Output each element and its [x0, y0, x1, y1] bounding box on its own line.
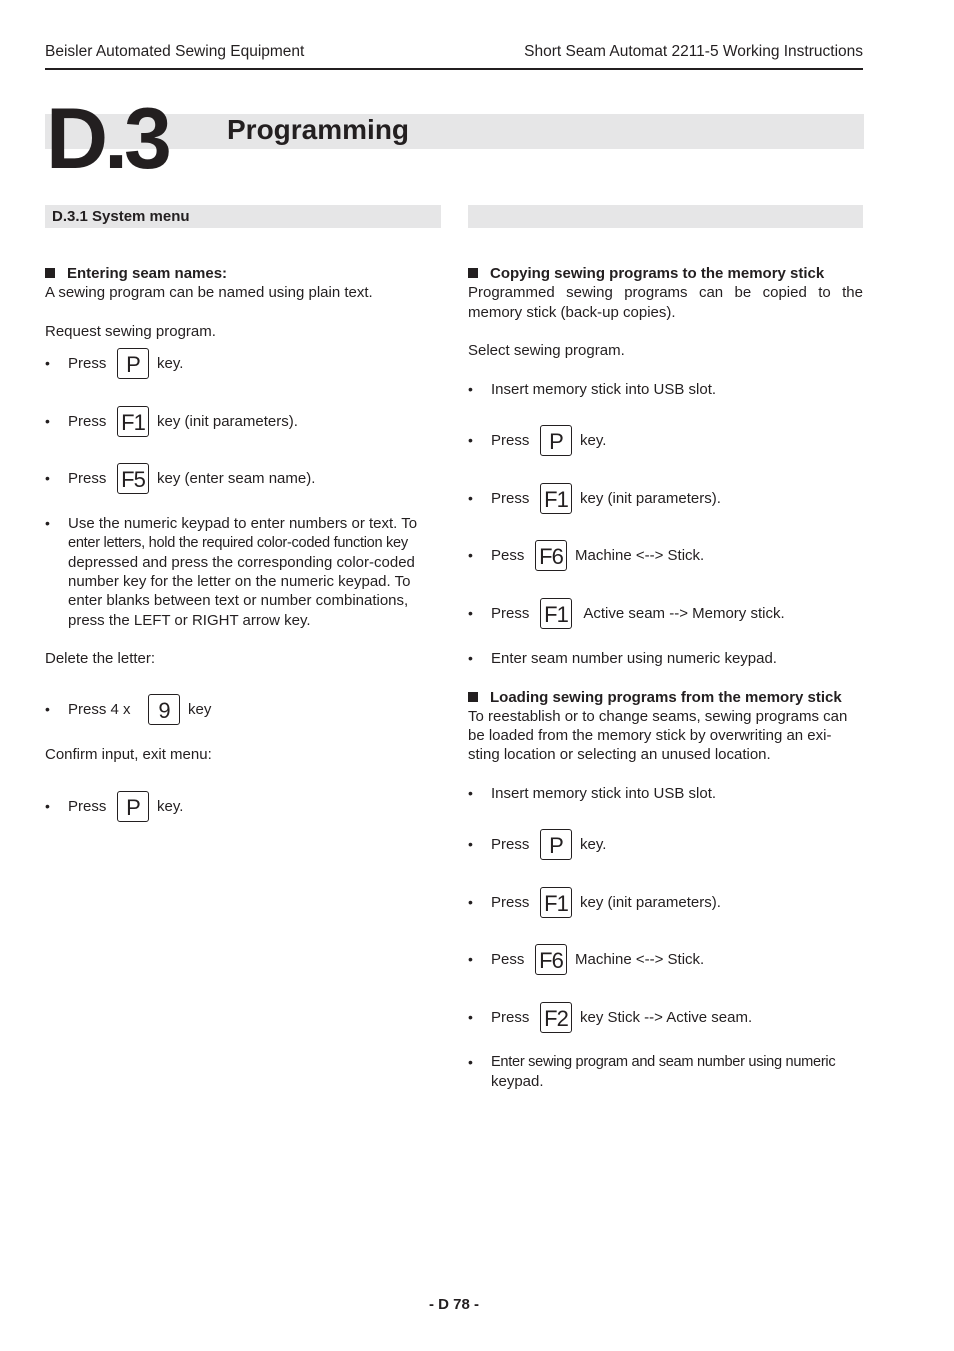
- delete-label: Delete the letter:: [45, 650, 156, 667]
- step-pre: Press: [491, 894, 530, 911]
- step-post: key (init parameters).: [157, 413, 298, 430]
- key-f2-icon: F2: [540, 1002, 572, 1033]
- bullet: •: [468, 1009, 473, 1025]
- bullet: •: [468, 432, 473, 448]
- step-post: key (init parameters).: [580, 894, 721, 911]
- load-insert: Insert memory stick into USB slot.: [491, 785, 717, 802]
- step-pre: Press: [491, 432, 530, 449]
- key-f1-icon: F1: [117, 406, 149, 437]
- step-pre: Pess: [491, 547, 525, 564]
- key-p-icon: P: [540, 425, 572, 456]
- bullet: •: [45, 470, 50, 486]
- bullet: •: [45, 515, 50, 531]
- bullet: •: [468, 490, 473, 506]
- load-enter-line: Enter sewing program and seam number using numeric: [491, 1054, 836, 1070]
- step-pre: Press: [491, 1009, 530, 1026]
- bullet: •: [468, 836, 473, 852]
- square-bullet-icon: [45, 268, 55, 278]
- step-post: key.: [157, 798, 184, 815]
- copy-heading: [468, 264, 824, 283]
- left-heading: [45, 264, 227, 283]
- chapter-number: D.3: [46, 91, 168, 187]
- key-p-icon: P: [540, 829, 572, 860]
- bullet: •: [45, 798, 50, 814]
- keypad-line: Use the numeric keypad to enter numbers or text. To: [68, 515, 418, 532]
- bullet: •: [468, 605, 473, 621]
- section-title: D.3.1 System menu: [52, 208, 190, 225]
- step-post: Machine <--> Stick.: [575, 547, 705, 564]
- load-intro-line: sting location or selecting an unused location.: [468, 746, 771, 763]
- left-request: Request sewing program.: [45, 323, 216, 340]
- keypad-line: enter letters, hold the required color-coded function key: [68, 534, 408, 551]
- square-bullet-icon: [468, 692, 478, 702]
- copy-insert: Insert memory stick into USB slot.: [491, 381, 717, 398]
- step-pre: Press: [68, 355, 107, 372]
- step-post: key (init parameters).: [580, 490, 721, 507]
- step-pre: Press: [491, 836, 530, 853]
- key-f6-icon: F6: [535, 540, 567, 571]
- step-post: key.: [157, 355, 184, 372]
- bullet: •: [468, 1054, 473, 1070]
- load-enter-line: keypad.: [491, 1073, 544, 1090]
- step-pre: Press 4 x: [68, 701, 131, 718]
- key-f5-icon: F5: [117, 463, 149, 494]
- bullet: •: [468, 650, 473, 666]
- copy-intro-line: Programmed sewing programs can be copied to the: [468, 284, 863, 301]
- load-intro-line: To reestablish or to change seams, sewing programs can: [468, 708, 848, 725]
- step-post: key: [188, 701, 212, 718]
- bullet: •: [45, 701, 50, 717]
- key-f1-icon: F1: [540, 483, 572, 514]
- bullet: •: [45, 413, 50, 429]
- step-pre: Press: [68, 798, 107, 815]
- header-left: Beisler Automated Sewing Equipment: [45, 43, 305, 60]
- chapter-title: Programming: [227, 114, 410, 145]
- square-bullet-icon: [468, 268, 478, 278]
- copy-intro-line: memory stick (back-up copies).: [468, 304, 676, 321]
- step-pre: Press: [491, 490, 530, 507]
- copy-heading-text: Copying sewing programs to the memory stick: [490, 265, 825, 282]
- key-f1-icon: F1: [540, 598, 572, 629]
- copy-enter: Enter seam number using numeric keypad.: [491, 650, 777, 667]
- step-pre: Press: [68, 470, 107, 487]
- section-band-right: [468, 205, 863, 228]
- step-post: key Stick --> Active seam.: [580, 1009, 753, 1026]
- key-p-icon: P: [117, 348, 149, 379]
- step-post: Machine <--> Stick.: [575, 951, 705, 968]
- page-number: - D 78 -: [428, 1296, 479, 1313]
- bullet: •: [468, 894, 473, 910]
- bullet: •: [468, 547, 473, 563]
- step-post: Active seam --> Memory stick.: [580, 605, 785, 622]
- step-post: key (enter seam name).: [157, 470, 316, 487]
- step-pre: Press: [68, 413, 107, 430]
- keypad-line: number key for the letter on the numeric keypad. To: [68, 573, 411, 590]
- key-p-icon: P: [117, 791, 149, 822]
- keypad-line: press the LEFT or RIGHT arrow key.: [68, 612, 311, 629]
- load-intro-line: be loaded from the memory stick by overwriting an exi-: [468, 727, 832, 744]
- header-right: Short Seam Automat 2211-5 Working Instructions: [524, 43, 863, 60]
- step-pre: Pess: [491, 951, 525, 968]
- key-9-icon: 9: [148, 694, 180, 725]
- step-pre: Press: [491, 605, 530, 622]
- keypad-line: depressed and press the corresponding color-coded: [68, 554, 415, 571]
- bullet: •: [468, 381, 473, 397]
- bullet: •: [468, 951, 473, 967]
- load-heading: [468, 688, 842, 707]
- step-post: key.: [580, 836, 607, 853]
- key-f6-icon: F6: [535, 944, 567, 975]
- key-f1-icon: F1: [540, 887, 572, 918]
- keypad-line: enter blanks between text or number combinations,: [68, 592, 409, 609]
- load-heading-text: Loading sewing programs from the memory stick: [490, 689, 842, 706]
- left-heading-text: Entering seam names:: [67, 265, 228, 282]
- confirm-label: Confirm input, exit menu:: [45, 746, 212, 763]
- left-intro: A sewing program can be named using plain text.: [45, 284, 373, 301]
- header-rule: [45, 68, 863, 70]
- step-post: key.: [580, 432, 607, 449]
- copy-select: Select sewing program.: [468, 342, 625, 359]
- bullet: •: [45, 355, 50, 371]
- bullet: •: [468, 785, 473, 801]
